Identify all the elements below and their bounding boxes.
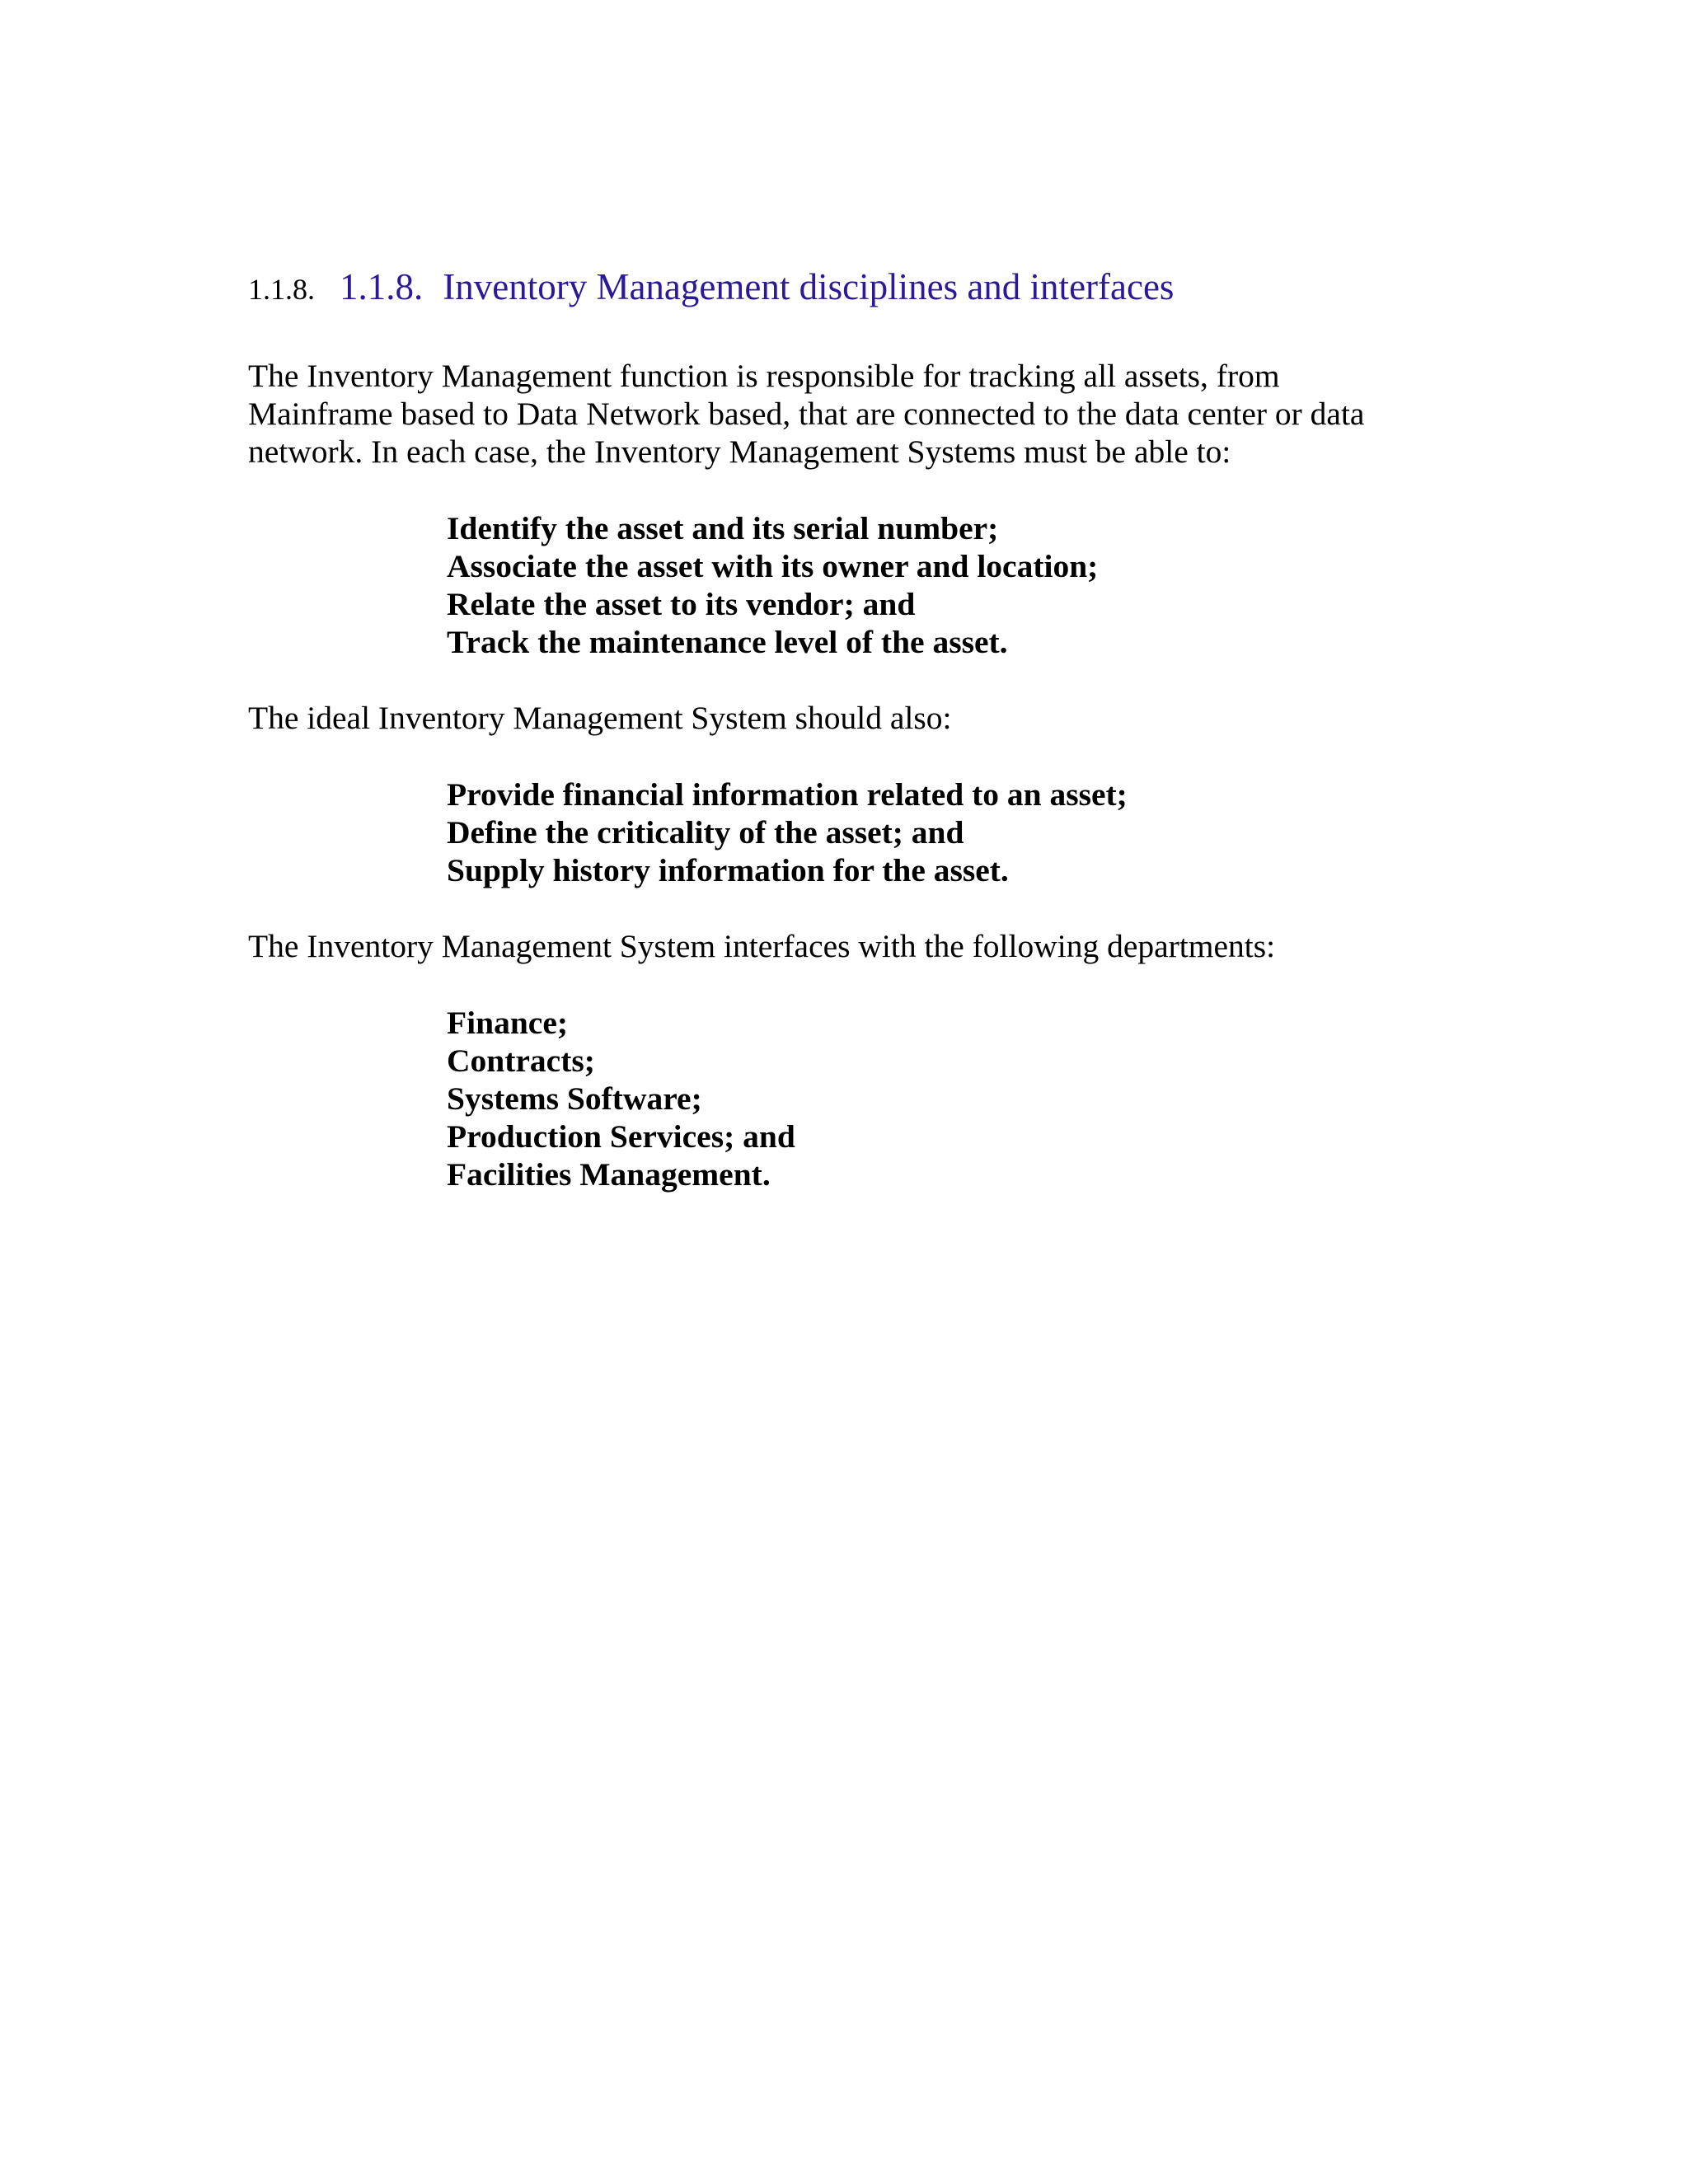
must-capabilities-list [447, 509, 1098, 661]
intro-line: network. In each case, the Inventory Management Systems must be able to: [248, 434, 1231, 470]
list-item: Facilities Management. [447, 1156, 771, 1193]
intro-paragraph [248, 357, 1364, 471]
list-item: Define the criticality of the asset; and [447, 814, 964, 851]
list-item: Contracts; [447, 1043, 595, 1079]
list-item: Track the maintenance level of the asset. [447, 624, 1008, 660]
intro-line: Mainframe based to Data Network based, that are connected to the data center or data [248, 396, 1365, 432]
list-item: Relate the asset to its vendor; and [447, 586, 916, 622]
ideal-capabilities-list [447, 776, 1128, 889]
section-number: 1.1.8. [340, 266, 424, 307]
list-item: Provide financial information related to an asset; [447, 776, 1128, 813]
section-heading [248, 266, 1175, 307]
intro-line: The Inventory Management function is responsible for tracking all assets, from [248, 358, 1280, 394]
section-title: Inventory Management disciplines and interfaces [443, 266, 1175, 307]
section-number-prefix: 1.1.8. [248, 273, 315, 306]
interfaces-intro-paragraph: The Inventory Management System interfaces with the following departments: [248, 928, 1276, 964]
departments-list [447, 1004, 795, 1193]
list-item: Production Services; and [447, 1118, 795, 1155]
list-item: Associate the asset with its owner and location; [447, 548, 1099, 584]
list-item: Finance; [447, 1005, 569, 1041]
list-item: Supply history information for the asset. [447, 852, 1009, 888]
list-item: Systems Software; [447, 1080, 702, 1117]
list-item: Identify the asset and its serial number; [447, 510, 999, 546]
ideal-intro-paragraph: The ideal Inventory Management System should also: [248, 700, 952, 736]
